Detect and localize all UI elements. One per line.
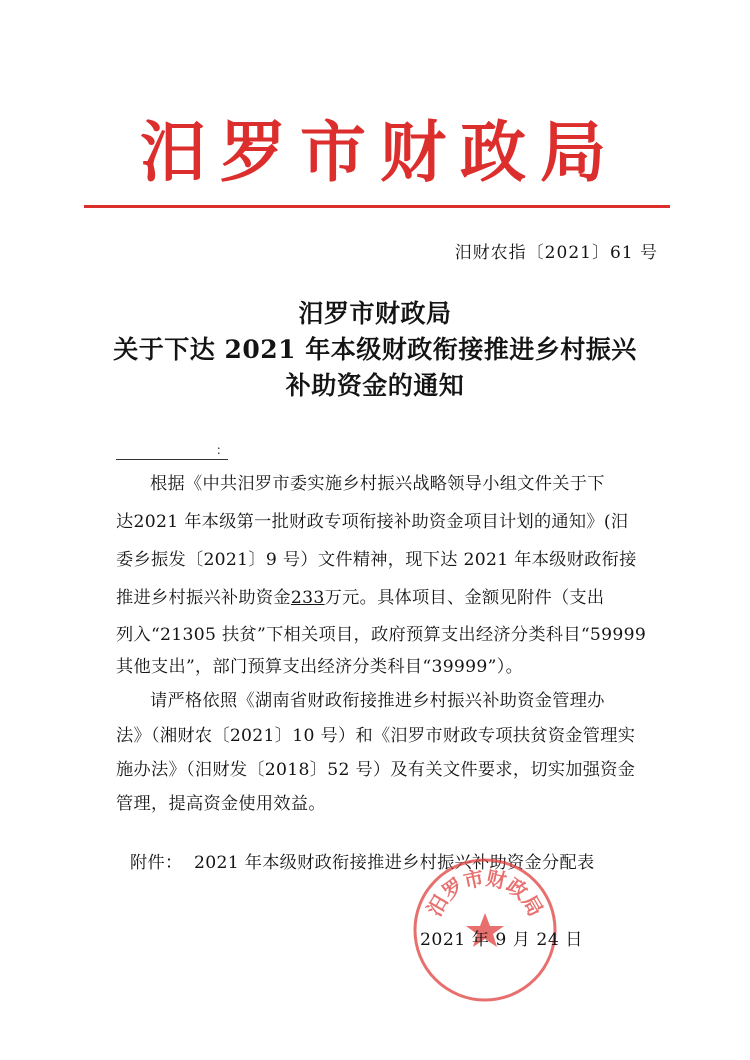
title-line-3: 补助资金的通知: [285, 371, 465, 400]
seal-text: 汨罗市财政局: [422, 865, 548, 921]
attachment-text: 2021 年本级财政衔接推进乡村振兴补助资金分配表: [194, 853, 595, 873]
title-line-2: 关于下达 2021 年本级财政衔接推进乡村振兴: [113, 335, 637, 364]
paragraph-1-line-1: 根据《中共汨罗市委实施乡村振兴战略领导小组文件关于下: [150, 474, 605, 494]
issue-date: 2021 年 9 月 24 日: [420, 930, 583, 950]
org-header: 汨罗市财政局: [140, 113, 620, 191]
paragraph-1-line-3: 委乡振发〔2021〕9 号）文件精神，现下达 2021 年本级财政衔接: [116, 550, 637, 570]
paragraph-1-line-6: 其他支出”，部门预算支出经济分类科目“39999”）。: [116, 657, 524, 677]
document-number: 汨财农指〔2021〕61 号: [454, 243, 658, 263]
red-divider: [84, 205, 670, 208]
paragraph-1-line-2: 达2021 年本级第一批财政专项衔接补助资金项目计划的通知》(汨: [116, 512, 629, 532]
funding-amount: 233: [290, 588, 325, 608]
paragraph-1-line-4: [116, 581, 656, 615]
paragraph-2-line-4: 管理，提高资金使用效益。: [116, 794, 326, 814]
attachment-label: 附件：: [130, 853, 183, 873]
paragraph-1-line-4-post: 万元。具体项目、金额见附件（支出: [324, 588, 605, 608]
paragraph-2-line-3: 施办法》（汨财发〔2018〕52 号）及有关文件要求，切实加强资金: [116, 760, 636, 780]
title-line-1: 汨罗市财政局: [298, 299, 452, 328]
addressee-blank: ：: [116, 441, 228, 460]
paragraph-2-line-2: 法》（湘财农〔2021〕10 号）和《汨罗市财政专项扶贫资金管理实: [116, 726, 636, 746]
paragraph-1-line-5: 列入“21305 扶贫”下相关项目，政府预算支出经济分类科目“59999: [116, 625, 647, 645]
paragraph-2-line-1: 请严格依照《湖南省财政衔接推进乡村振兴补助资金管理办: [150, 691, 605, 711]
paragraph-1-line-4-pre: 推进乡村振兴补助资金: [116, 588, 291, 608]
